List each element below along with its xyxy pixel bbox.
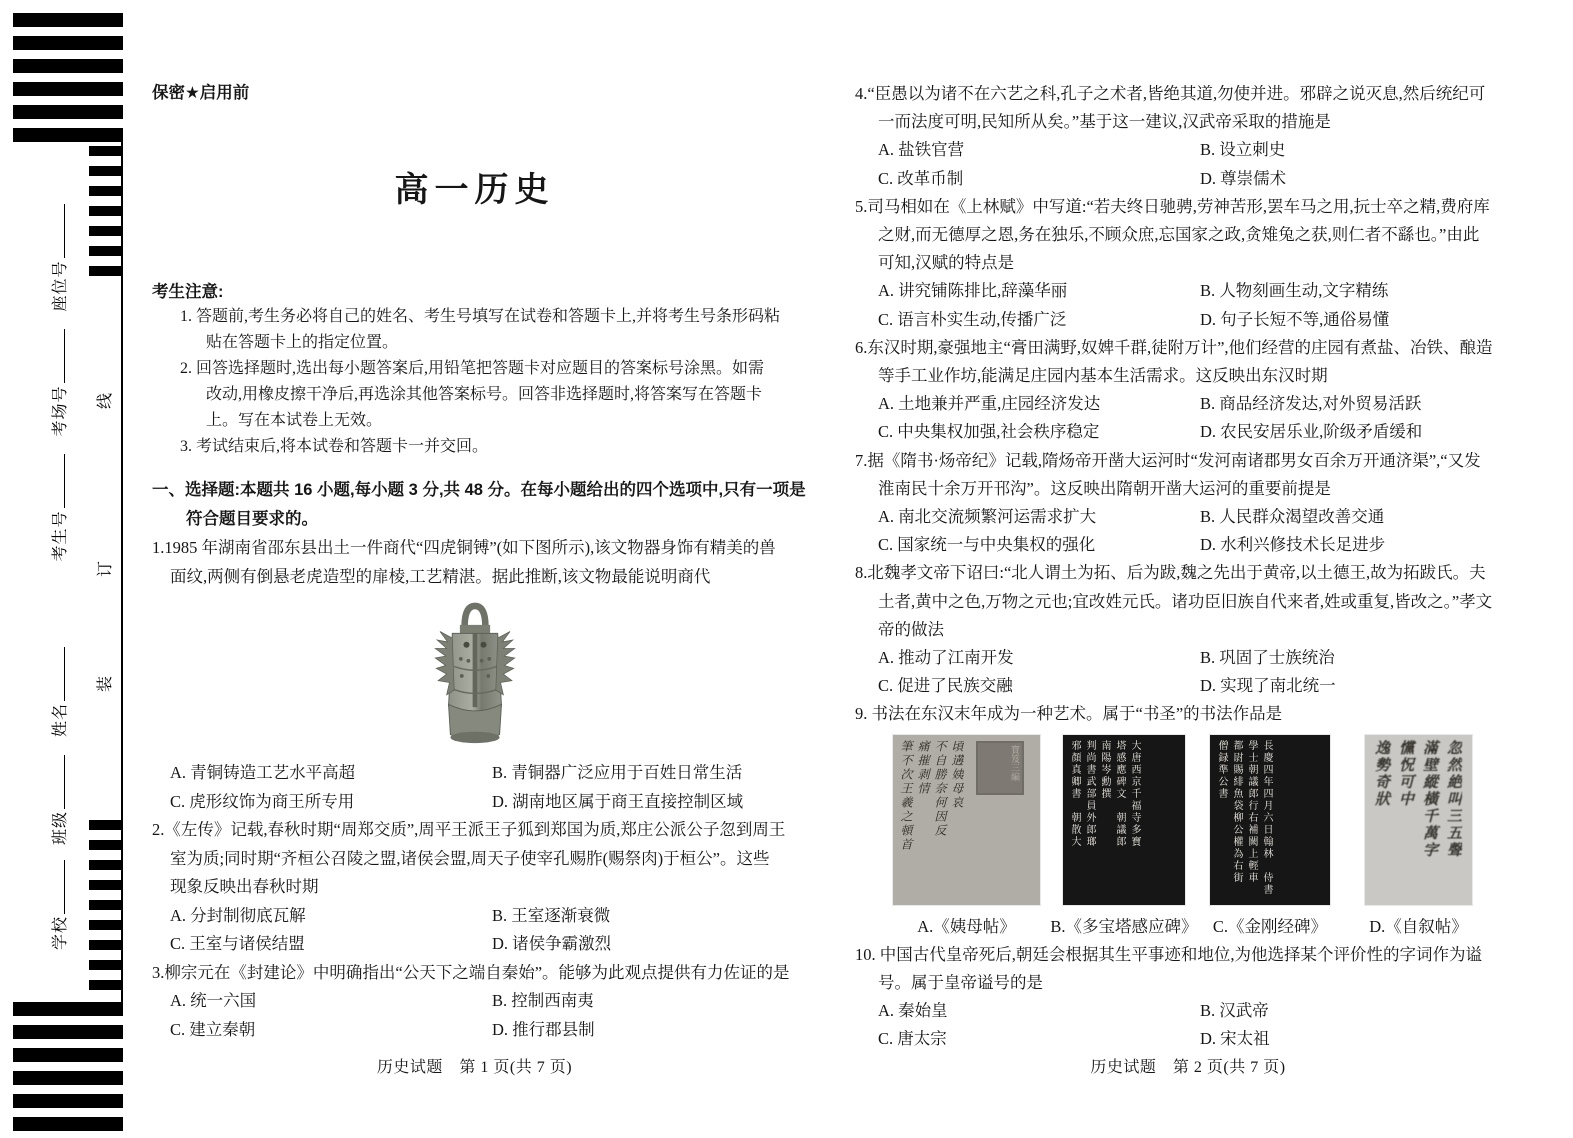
page-footer: 历史试题 第 1 页(共 7 页): [376, 1059, 573, 1076]
question-line: 帝的做法: [878, 619, 944, 639]
question-line: 可知,汉赋的特点是: [878, 253, 1015, 273]
options-row: [152, 1016, 797, 1045]
option: A. 秦始皇: [878, 1001, 948, 1021]
calligraphy-column: 邪顏真卿書 朝散大: [1069, 739, 1080, 848]
calligraphy-row: [855, 729, 1521, 941]
margin-field-label-text: 班级: [52, 811, 69, 846]
option: C. 语言朴实生动,传播广泛: [878, 309, 1067, 329]
question-line: 9. 书法在东汉末年成为一种艺术。属于“书圣”的书法作品是: [855, 704, 1283, 724]
calligraphy-column: 南陽岑勳撰: [1099, 739, 1110, 800]
options-row: [855, 390, 1521, 418]
registration-bar: [13, 1071, 123, 1085]
option: A. 土地兼并严重,庄园经济发达: [878, 394, 1101, 414]
binding-line-char: 订: [97, 560, 114, 577]
seal-stamp: 寶笈三編: [976, 741, 1024, 795]
calligraphy-image: [1365, 735, 1472, 905]
question-line: 1.1985 年湖南省邵东县出土一件商代“四虎铜镈”(如下图所示),该文物器身饰有精美的兽: [152, 538, 776, 557]
option: B. 控制西南夷: [492, 991, 594, 1010]
calligraphy-column: 都尉賜緋魚袋柳公權為右街: [1231, 739, 1242, 884]
security-label: 保密★启用前: [152, 84, 250, 102]
calligraphy-text: [1210, 735, 1278, 905]
options-row: [855, 503, 1521, 531]
options-row: [152, 759, 797, 788]
option: A. 统一六国: [170, 991, 257, 1010]
question-line: 号。属于皇帝谥号的是: [878, 972, 1043, 992]
registration-bar: [89, 226, 123, 236]
question: [855, 559, 1521, 700]
question: [855, 941, 1521, 1054]
option: D. 宋太祖: [1200, 1029, 1270, 1049]
option: C. 促进了民族交融: [878, 676, 1013, 696]
notice-line: 2. 回答选择题时,选出每小题答案后,用铅笔把答题卡对应题目的答案标号涂黑。如需: [180, 360, 765, 377]
calligraphy-column: 忽然絶叫三五聲: [1445, 739, 1461, 859]
registration-bar: [89, 166, 123, 176]
calligraphy-column: 僧録準公書: [1216, 739, 1227, 800]
question: [152, 534, 797, 816]
registration-bar: [13, 1117, 123, 1131]
option: A. 推动了江南开发: [878, 648, 1014, 668]
binding-margin: [0, 0, 150, 1138]
question: [855, 700, 1521, 940]
registration-bar: [13, 13, 123, 27]
margin-field-underline: [59, 205, 65, 259]
options-row: [855, 531, 1521, 559]
option: D. 湖南地区属于商王直接控制区域: [492, 791, 744, 811]
registration-bar: [89, 920, 123, 930]
questions-page-1: [152, 534, 797, 1044]
question: [152, 959, 797, 1045]
questions-page-2: [855, 80, 1521, 1053]
option: B. 青铜器广泛应用于百姓日常生活: [492, 763, 743, 782]
question-line: 3.柳宗元在《封建论》中明确指出“公天下之端自秦始”。能够为此观点提供有力佐证的是: [152, 962, 790, 982]
options-row: [855, 306, 1521, 334]
registration-bar: [89, 820, 123, 830]
option: C. 中央集权加强,社会秩序稳定: [878, 422, 1100, 442]
binding-rule: [121, 135, 123, 1005]
option: B. 巩固了士族统治: [1200, 648, 1335, 668]
calligraphy-column: 塔感應碑文 朝議郎: [1114, 739, 1125, 848]
registration-bar: [13, 128, 123, 142]
question-line: 4.“臣愚以为诸不在六艺之科,孔子之术者,皆绝其道,勿使并进。邪辟之说灭息,然后统纪可: [855, 84, 1486, 103]
margin-field-underline: [59, 455, 65, 509]
calligraphy-caption: D.《自叙帖》: [1369, 916, 1468, 936]
section-heading-line: 符合题目要求的。: [186, 510, 318, 528]
calligraphy-column: 筆不次王羲之頓首: [899, 739, 913, 852]
question-line: 10. 中国古代皇帝死后,朝廷会根据其生平事迹和地位,为他选择某个评价性的字词作为谥: [855, 944, 1482, 964]
margin-field-label: [47, 820, 71, 990]
margin-field-underline: [59, 647, 65, 701]
paper-title: 高一历史: [394, 171, 555, 209]
options-row: [152, 902, 797, 931]
question: [855, 80, 1521, 193]
options-row: [855, 136, 1521, 164]
registration-bar: [13, 59, 123, 73]
question-line: 等手工业作坊,能满足庄园内基本生活需求。这反映出东汉时期: [878, 366, 1328, 386]
margin-field-label-text: 座位号: [52, 260, 69, 312]
option: D. 推行郡县制: [492, 1019, 595, 1039]
question: [855, 447, 1521, 560]
option: B. 人物刻画生动,文字精练: [1200, 281, 1389, 301]
question-line: 淮南民十余万开邗沟”。这反映出隋朝开凿大运河的重要前提是: [878, 478, 1331, 498]
question-line: 7.据《隋书·炀帝纪》记载,隋炀帝开凿大运河时“发河南诸郡男女百余万开通济渠”,“又发: [855, 450, 1481, 470]
bronze-vessel-image: [423, 597, 527, 753]
options-row: [855, 418, 1521, 446]
option: C. 国家统一与中央集权的强化: [878, 535, 1096, 555]
registration-bar: [13, 1025, 123, 1039]
options-row: [152, 788, 797, 817]
section-heading-line: 一、选择题:本题共 16 小题,每小题 3 分,共 48 分。在每小题给出的四个选项中,只有一项是: [152, 481, 806, 499]
registration-bar: [89, 980, 123, 990]
calligraphy-text: [893, 735, 969, 905]
registration-bar: [89, 146, 123, 156]
candidate-notices: [152, 304, 797, 460]
calligraphy-column: 滿壁縱橫千萬字: [1421, 739, 1437, 859]
options-row: [152, 987, 797, 1016]
registration-bar: [89, 246, 123, 256]
question-line: 室为质;同时期“齐桓公召陵之盟,诸侯会盟,周天子使宰孔赐胙(赐祭肉)于桓公”。这些: [170, 848, 770, 868]
option: D. 水利兴修技术长足进步: [1200, 535, 1386, 555]
binding-line-char: 线: [97, 392, 114, 409]
margin-field-label-text: 考场号: [52, 385, 69, 437]
section-heading: [152, 476, 806, 534]
options-row: [855, 644, 1521, 672]
options-row: [855, 165, 1521, 193]
question: [855, 193, 1521, 334]
calligraphy-image: [1063, 735, 1185, 905]
option: C. 虎形纹饰为商王所专用: [170, 791, 355, 811]
calligraphy-column: 學士朝議郎行右補闕上輕車: [1246, 739, 1257, 884]
margin-field-label-text: 学校: [52, 916, 69, 951]
page-1: [152, 82, 806, 1082]
option: D. 实现了南北统一: [1200, 676, 1336, 696]
option: C. 建立秦朝: [170, 1019, 256, 1039]
calligraphy-caption: C.《金刚经碑》: [1212, 916, 1328, 936]
margin-field-underline: [59, 860, 65, 914]
calligraphy-text: [1365, 735, 1469, 905]
options-row: [855, 277, 1521, 305]
options-row: [855, 672, 1521, 700]
calligraphy-image: [1210, 735, 1330, 905]
registration-bar: [13, 1002, 123, 1016]
registration-bar: [13, 105, 123, 119]
registration-bar: [89, 900, 123, 910]
option: D. 尊崇儒术: [1200, 168, 1287, 188]
margin-field-label-text: 姓名: [52, 703, 69, 738]
notice-line: 改动,用橡皮擦干净后,再选涂其他答案标号。回答非选择题时,将答案写在答题卡: [206, 386, 763, 403]
margin-field-underline: [59, 330, 65, 384]
calligraphy-caption: A.《姨母帖》: [917, 916, 1016, 936]
question-line: 之财,而无德厚之恩,务在独乐,不顾众庶,忘国家之政,贪雉兔之获,则仁者不繇也。”由此: [878, 225, 1480, 245]
question-line: 土者,黄中之色,万物之元也;宜改姓元氏。诸功臣旧族自代来者,姓或重复,皆改之。”孝文: [878, 591, 1493, 611]
option: A. 讲究铺陈排比,辞藻华丽: [878, 281, 1068, 301]
question-line: 2.《左传》记载,春秋时期“周郑交质”,周平王派王子狐到郑国为质,郑庄公派公子忽到周王: [152, 820, 786, 839]
registration-bar: [89, 206, 123, 216]
registration-bar: [89, 880, 123, 890]
notice-line: 上。写在本试卷上无效。: [206, 412, 383, 429]
option: B. 设立刺史: [1200, 140, 1286, 160]
registration-bar: [89, 266, 123, 276]
question: [855, 334, 1521, 447]
option: B. 商品经济发达,对外贸易活跃: [1200, 394, 1422, 414]
registration-bar: [89, 860, 123, 870]
option: A. 盐铁官营: [878, 140, 965, 160]
registration-bar: [89, 960, 123, 970]
calligraphy-column: 不自勝奈何因反: [933, 739, 947, 838]
page-2: [855, 80, 1521, 1090]
calligraphy-caption: B.《多宝塔感应碑》: [1050, 916, 1198, 936]
question-line: 6.东汉时期,豪强地主“膏田满野,奴婢千群,徒附万计”,他们经营的庄园有煮盐、冶铁、酿造: [855, 337, 1493, 357]
margin-field-underline: [59, 755, 65, 809]
calligraphy-text: [1063, 735, 1146, 905]
options-row: [855, 1025, 1521, 1053]
option: B. 汉武帝: [1200, 1001, 1269, 1021]
question-line: 5.司马相如在《上林赋》中写道:“若夫终日驰骋,劳神苦形,罢车马之用,抏士卒之精,费府库: [855, 196, 1490, 216]
margin-field-label-text: 考生号: [52, 510, 69, 562]
margin-field-label: [47, 423, 71, 593]
calligraphy-column: 大唐西京千福寺多寶: [1129, 739, 1140, 848]
options-row: [855, 997, 1521, 1025]
options-row: [152, 930, 797, 959]
option: A. 青铜铸造工艺水平高超: [170, 763, 356, 782]
option: D. 诸侯争霸激烈: [492, 934, 612, 953]
calligraphy-column: 戃怳可中: [1397, 739, 1413, 808]
binding-line-char: 装: [97, 675, 114, 692]
notice-line: 贴在答题卡上的指定位置。: [206, 334, 399, 351]
option: C. 王室与诸侯结盟: [170, 934, 305, 953]
question-line: 面纹,两侧有倒悬老虎造型的扉棱,工艺精湛。据此推断,该文物最能说明商代: [170, 566, 711, 586]
notice-heading: 考生注意:: [152, 283, 224, 301]
option: D. 句子长短不等,通俗易懂: [1200, 309, 1390, 329]
registration-bar: [13, 1094, 123, 1108]
question-line: 8.北魏孝文帝下诏曰:“北人谓土为拓、后为跋,魏之先出于黄帝,以土德王,故为拓跋氏。夫: [855, 563, 1486, 583]
option: A. 分封制彻底瓦解: [170, 905, 306, 925]
artifact-figure: [152, 591, 797, 759]
option: C. 改革币制: [878, 168, 964, 188]
calligraphy-image: [893, 735, 1040, 905]
registration-bar: [13, 1048, 123, 1062]
option: A. 南北交流频繁河运需求扩大: [878, 507, 1097, 527]
notice-line: 1. 答题前,考生务必将自己的姓名、考生号填写在试卷和答题卡上,并将考生号条形码粘: [180, 308, 781, 325]
option: B. 王室逐渐衰微: [492, 905, 611, 925]
question-line: 一而法度可明,民知所从矣。”基于这一建议,汉武帝采取的措施是: [878, 112, 1331, 132]
calligraphy-column: 痛摧剥情: [916, 739, 930, 796]
calligraphy-column: 頃遘姨母哀: [950, 739, 964, 810]
option: D. 农民安居乐业,阶级矛盾缓和: [1200, 422, 1423, 442]
calligraphy-column: 逸勢奇狀: [1373, 739, 1389, 808]
question-line: 现象反映出春秋时期: [170, 877, 319, 896]
registration-bar: [13, 36, 123, 50]
registration-bar: [89, 186, 123, 196]
registration-bar: [89, 940, 123, 950]
calligraphy-column: 判尚書武部員外郎瑯: [1084, 739, 1095, 848]
question: [152, 816, 797, 959]
calligraphy-column: 長慶四年四月六日翰林 侍書: [1261, 739, 1272, 896]
page-footer: 历史试题 第 2 页(共 7 页): [1090, 1059, 1286, 1076]
option: B. 人民群众渴望改善交通: [1200, 507, 1385, 527]
notice-line: 3. 考试结束后,将本试卷和答题卡一并交回。: [180, 438, 489, 455]
registration-bar: [89, 840, 123, 850]
registration-bar: [13, 82, 123, 96]
option: C. 唐太宗: [878, 1029, 947, 1049]
